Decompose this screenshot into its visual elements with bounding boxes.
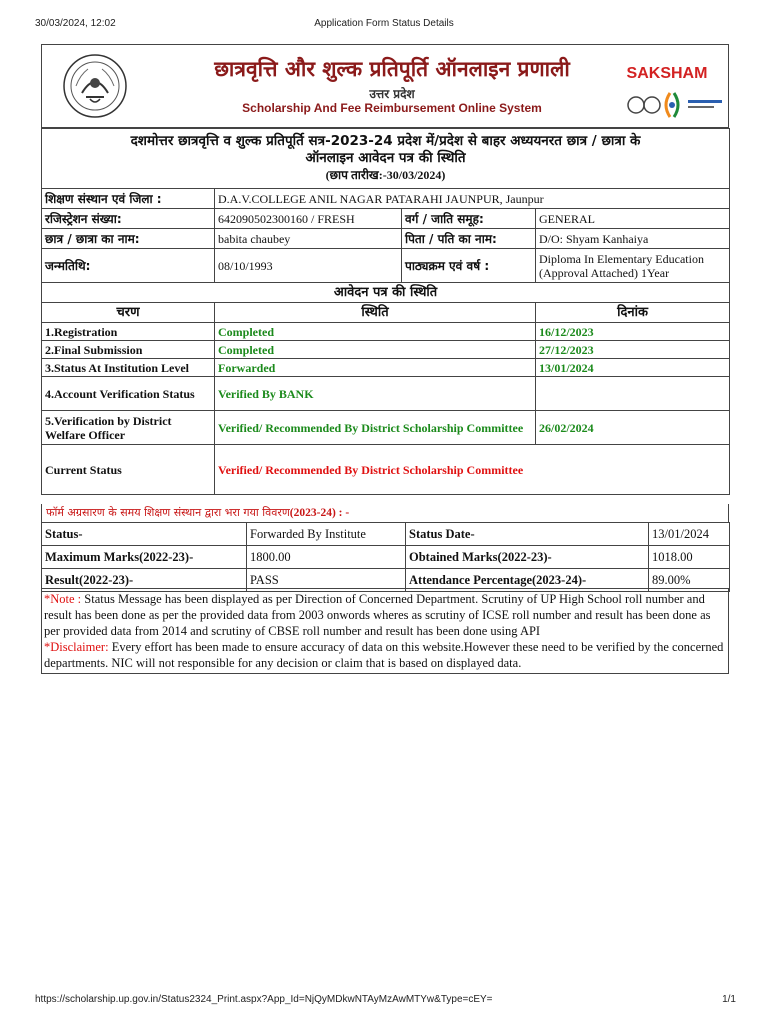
print-title: Application Form Status Details [314, 18, 454, 29]
table-row [42, 546, 730, 569]
student-name-value: babita chaubey [215, 229, 402, 249]
dob-course-row [42, 249, 730, 283]
forwarding-title-year: (2023-24) : - [289, 507, 350, 519]
max-marks-value: 1800.00 [247, 546, 406, 569]
portal-state-hindi: उत्तर प्रदेश [369, 87, 415, 101]
step-date [536, 377, 730, 411]
step-date: 26/02/2024 [536, 411, 730, 445]
print-footer [0, 994, 768, 1008]
fwd-status-date-label: Status Date- [406, 523, 649, 546]
print-date: (छाप तारीख:-30/03/2024) [325, 168, 446, 182]
institution-value: D.A.V.COLLEGE ANIL NAGAR PATARAHI JAUNPUR, Jaunpur [215, 189, 730, 209]
fwd-status-date-value: 13/01/2024 [649, 523, 730, 546]
table-row [42, 377, 730, 411]
portal-banner [41, 44, 729, 128]
registration-label: रजिस्ट्रेशन संख्या: [42, 209, 215, 229]
student-row [42, 229, 730, 249]
institution-label: शिक्षण संस्थान एवं जिला : [42, 189, 215, 209]
status-section-title: आवेदन पत्र की स्थिति [42, 283, 730, 303]
col-date-header: दिनांक [536, 303, 730, 323]
student-name-label: छात्र / छात्रा का नाम: [42, 229, 215, 249]
parent-name-value: D/O: Shyam Kanhaiya [536, 229, 730, 249]
step-date: 13/01/2024 [536, 359, 730, 377]
step-status: Forwarded [215, 359, 536, 377]
course-label: पाठ्यक्रम एवं वर्ष : [402, 249, 536, 283]
table-row [42, 323, 730, 341]
result-label: Result(2022-23)- [42, 569, 247, 592]
max-marks-label: Maximum Marks(2022-23)- [42, 546, 247, 569]
step-status: Completed [215, 323, 536, 341]
fwd-status-label: Status- [42, 523, 247, 546]
forwarding-title-text: फॉर्म अग्रसारण के समय शिक्षण संस्थान द्वारा भरा गया विवरण [46, 506, 290, 519]
table-row [42, 341, 730, 359]
application-status-table [41, 128, 730, 495]
print-header [0, 18, 768, 32]
current-status-row [42, 445, 730, 495]
attendance-value: 89.00% [649, 569, 730, 592]
note-box [41, 588, 729, 674]
heading-line-2: ऑनलाइन आवेदन पत्र की स्थिति [305, 150, 466, 166]
category-value: GENERAL [536, 209, 730, 229]
step-name: 4.Account Verification Status [42, 377, 215, 411]
step-date: 16/12/2023 [536, 323, 730, 341]
print-datetime: 30/03/2024, 12:02 [35, 18, 116, 29]
step-status: Verified/ Recommended By District Scholarship Committee [215, 411, 536, 445]
institution-row [42, 189, 730, 209]
current-status-value: Verified/ Recommended By District Scholarship Committee [215, 445, 730, 495]
course-value: Diploma In Elementary Education (Approval Attached) 1Year [536, 249, 730, 283]
form-heading [42, 129, 730, 189]
step-name: 1.Registration [42, 323, 215, 341]
attendance-label: Attendance Percentage(2023-24)- [406, 569, 649, 592]
up-government-emblem-icon [62, 53, 128, 119]
registration-value: 642090502300160 / FRESH [215, 209, 402, 229]
note-label: *Note : [44, 592, 82, 606]
step-status: Verified By BANK [215, 377, 536, 411]
page-url: https://scholarship.up.gov.in/Status2324_Print.aspx?App_Id=NjQyMDkwNTAyMzAwMTYw&Type=cEY= [35, 994, 493, 1005]
status-section-title-row [42, 283, 730, 303]
step-name: 5.Verification by District Welfare Officer [42, 411, 215, 445]
saksham-logo: SAKSHAM [626, 65, 708, 82]
step-name: 3.Status At Institution Level [42, 359, 215, 377]
table-row [42, 359, 730, 377]
col-status-header: स्थिति [215, 303, 536, 323]
step-name: 2.Final Submission [42, 341, 215, 359]
note-text: Status Message has been displayed as per Direction of Concerned Department. Scrutiny of UP High School roll number and result has been done as per the provided data from 2003 onwords wheres as scrutiny of ICSE roll number and result has been done as per provided data from 2014 and scrutiny of CBSE roll number and result has been done using API [44, 592, 711, 638]
status-column-headers [42, 303, 730, 323]
heading-line-1: दशमोत्तर छात्रवृत्ति व शुल्क प्रतिपूर्ति सत्र-2023-24 प्रदेश में/प्रदेश से बाहर अध्ययनरत छात्र / छात्रा के [130, 133, 641, 149]
category-label: वर्ग / जाति समूह: [402, 209, 536, 229]
page-number: 1/1 [722, 994, 736, 1005]
table-row [42, 411, 730, 445]
forwarding-details-title [41, 504, 729, 522]
obtained-marks-value: 1018.00 [649, 546, 730, 569]
table-row [42, 523, 730, 546]
form-heading-row [42, 129, 730, 189]
portal-title-english: Scholarship And Fee Reimbursement Online System [242, 101, 542, 115]
forwarding-details-table [41, 522, 730, 592]
col-step-header: चरण [42, 303, 215, 323]
portal-title-hindi: छात्रवृत्ति और शुल्क प्रतिपूर्ति ऑनलाइन प्रणाली [214, 57, 570, 81]
digital-india-logo-icon [626, 89, 726, 121]
step-date: 27/12/2023 [536, 341, 730, 359]
result-value: PASS [247, 569, 406, 592]
parent-name-label: पिता / पति का नाम: [402, 229, 536, 249]
obtained-marks-label: Obtained Marks(2022-23)- [406, 546, 649, 569]
fwd-status-value: Forwarded By Institute [247, 523, 406, 546]
dob-label: जन्मतिथि: [42, 249, 215, 283]
registration-row [42, 209, 730, 229]
disclaimer-label: *Disclaimer: [44, 640, 109, 654]
disclaimer-text: Every effort has been made to ensure accuracy of data on this website.However these need to be verified by the concerned departments. NIC will not responsible for any decision or claim that is based on displayed data. [44, 640, 724, 670]
dob-value: 08/10/1993 [215, 249, 402, 283]
current-status-label: Current Status [42, 445, 215, 495]
step-status: Completed [215, 341, 536, 359]
